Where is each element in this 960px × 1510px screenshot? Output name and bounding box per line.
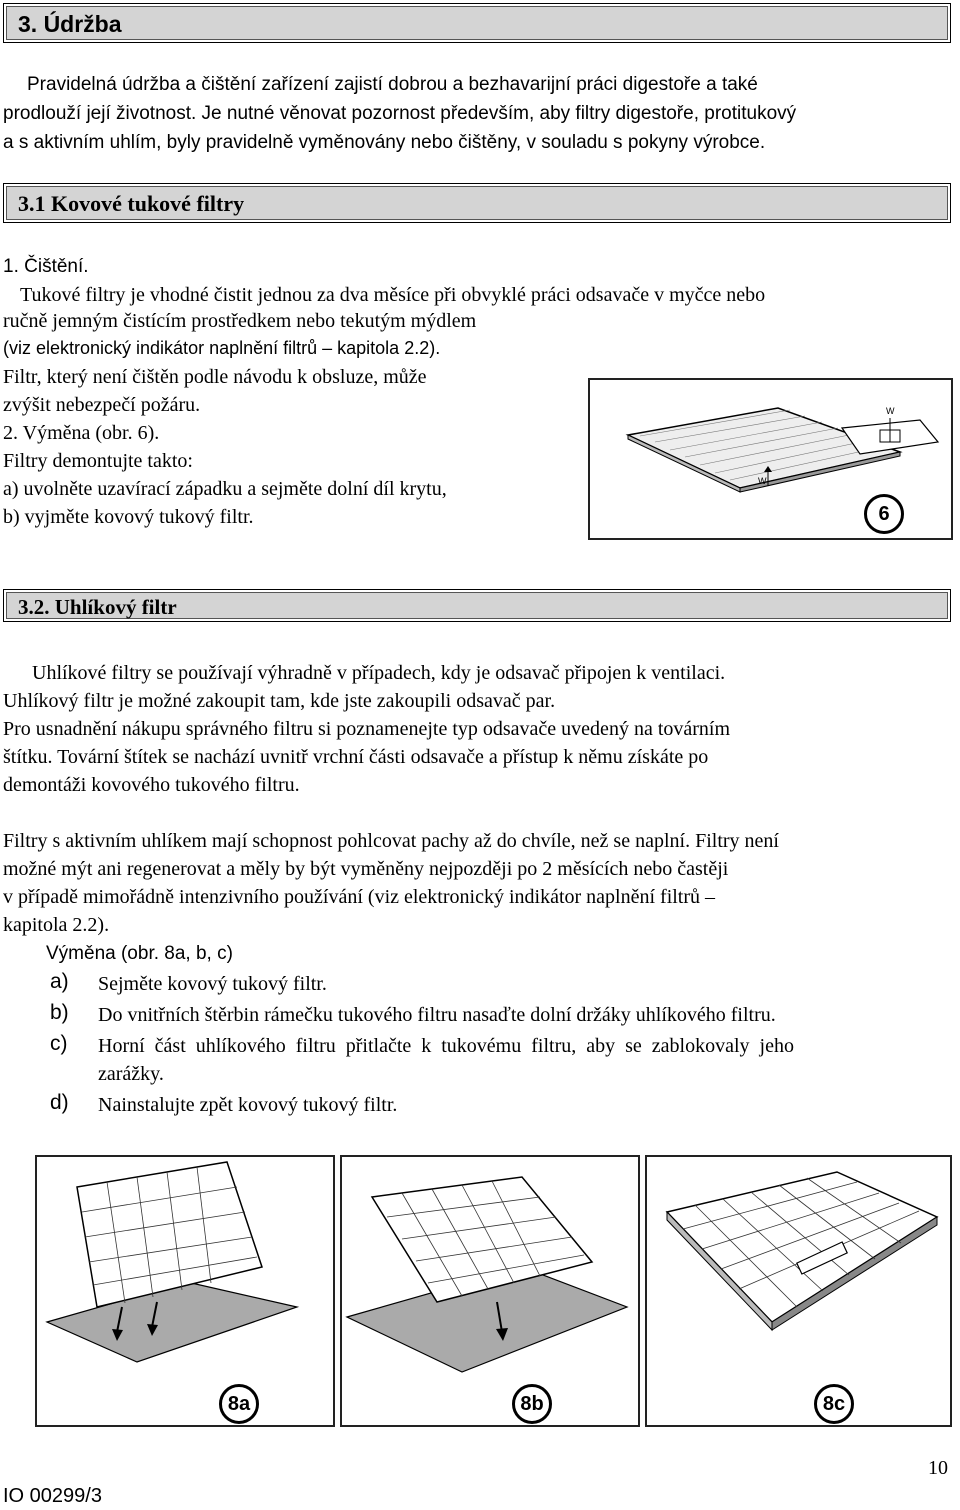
section-3-title: 3. Údržba xyxy=(18,11,122,37)
section-3-header xyxy=(3,3,951,43)
footer-doc-code: IO 00299/3 xyxy=(3,1485,102,1507)
exchange-heading: Výměna (obr. 8a, b, c) xyxy=(46,943,233,964)
svg-text:W: W xyxy=(886,406,895,416)
s31-line-6: Filtry demontujte takto: xyxy=(3,450,193,472)
figure-8a xyxy=(35,1155,335,1427)
figure-8c-label: 8c xyxy=(814,1384,854,1424)
step-a-text: Sejměte kovový tukový filtr. xyxy=(98,973,327,995)
figure-6 xyxy=(588,378,953,540)
cleaning-heading: 1. Čištění. xyxy=(3,256,89,277)
s31-line-5: 2. Výměna (obr. 6). xyxy=(3,422,160,444)
section-31-header xyxy=(3,183,951,223)
s31-line-8: b) vyjměte kovový tukový filtr. xyxy=(3,506,254,528)
s32-p2-line-2: v případě mimořádně intenzivního používání (viz elektronický indikátor naplnění filtrů – xyxy=(3,886,716,908)
figure-8b xyxy=(340,1155,640,1427)
figure-8c xyxy=(645,1155,952,1427)
s32-p1-line-3: štítku. Tovární štítek se nachází uvnitř vrchní části odsavače a přístup k němu získáte po xyxy=(3,746,709,768)
step-c-text: Horní část uhlíkového filtru přitlačte k tukovému filtru, aby se zablokovaly jeho xyxy=(98,1035,794,1057)
carbon-filter-insert-illustration-b xyxy=(342,1157,638,1425)
step-c-text-cont: zarážky. xyxy=(98,1063,164,1085)
s31-line-2: (viz elektronický indikátor naplnění filtrů – kapitola 2.2). xyxy=(3,338,441,358)
s31-line-3: Filtr, který není čištěn podle návodu k obsluze, může xyxy=(3,366,427,388)
intro-line-2: prodlouží její životnost. Je nutné věnovat pozornost především, aby filtry digestoře, protitukový xyxy=(3,103,797,124)
s32-p2-line-0: Filtry s aktivním uhlíkem mají schopnost pohlcovat pachy až do chvíle, než se naplní. Filtry není xyxy=(3,830,779,852)
figure-8b-label: 8b xyxy=(512,1384,552,1424)
s31-line-1: ručně jemným čistícím prostředkem nebo tekutým mýdlem xyxy=(3,310,477,332)
s32-p1-line-1: Uhlíkový filtr je možné zakoupit tam, kde jste zakoupili odsavač par. xyxy=(3,690,556,712)
step-b-letter: b) xyxy=(50,1001,69,1024)
intro-line-1: Pravidelná údržba a čištění zařízení zajistí dobrou a bezhavarijní práci digestoře a také xyxy=(27,74,758,95)
svg-text:W: W xyxy=(758,476,767,486)
section-32-header xyxy=(3,589,951,622)
intro-line-3: a s aktivním uhlím, byly pravidelně vyměnovány nebo čištěny, v souladu s pokyny výrobce. xyxy=(3,132,766,153)
s32-p1-line-4: demontáži kovového tukového filtru. xyxy=(3,774,300,796)
footer-page-number: 10 xyxy=(928,1457,948,1479)
s32-p2-line-3: kapitola 2.2). xyxy=(3,914,110,936)
carbon-filter-insert-illustration-a xyxy=(37,1157,333,1425)
step-d-letter: d) xyxy=(50,1091,69,1114)
step-c-letter: c) xyxy=(50,1032,68,1055)
section-32-title: 3.2. Uhlíkový filtr xyxy=(18,595,177,619)
s32-p1-line-0: Uhlíkové filtry se používají výhradně v případech, kdy je odsavač připojen k ventilaci. xyxy=(32,662,726,684)
step-b-text: Do vnitřních štěrbin rámečku tukového filtru nasaďte dolní držáky uhlíkového filtru. xyxy=(98,1004,776,1026)
step-d-text: Nainstalujte zpět kovový tukový filtr. xyxy=(98,1094,398,1116)
figure-8a-label: 8a xyxy=(219,1384,259,1424)
s31-line-7: a) uvolněte uzavírací západku a sejměte dolní díl krytu, xyxy=(3,478,447,500)
figure-6-label: 6 xyxy=(864,494,904,534)
s32-p2-line-1: možné mýt ani regenerovat a měly by být vyměněny nejpozději po 2 měsících nebo častěji xyxy=(3,858,729,880)
step-a-letter: a) xyxy=(50,970,69,993)
s32-p1-line-2: Pro usnadnění nákupu správného filtru si poznamenejte typ odsavače uvedený na továrním xyxy=(3,718,731,740)
s31-line-0: Tukové filtry je vhodné čistit jednou za dva měsíce při obvyklé práci odsavače v myčce nebo xyxy=(20,284,766,306)
carbon-filter-insert-illustration-c xyxy=(647,1157,950,1425)
s31-line-4: zvýšit nebezpečí požáru. xyxy=(3,394,201,416)
section-31-title: 3.1 Kovové tukové filtry xyxy=(18,191,245,216)
